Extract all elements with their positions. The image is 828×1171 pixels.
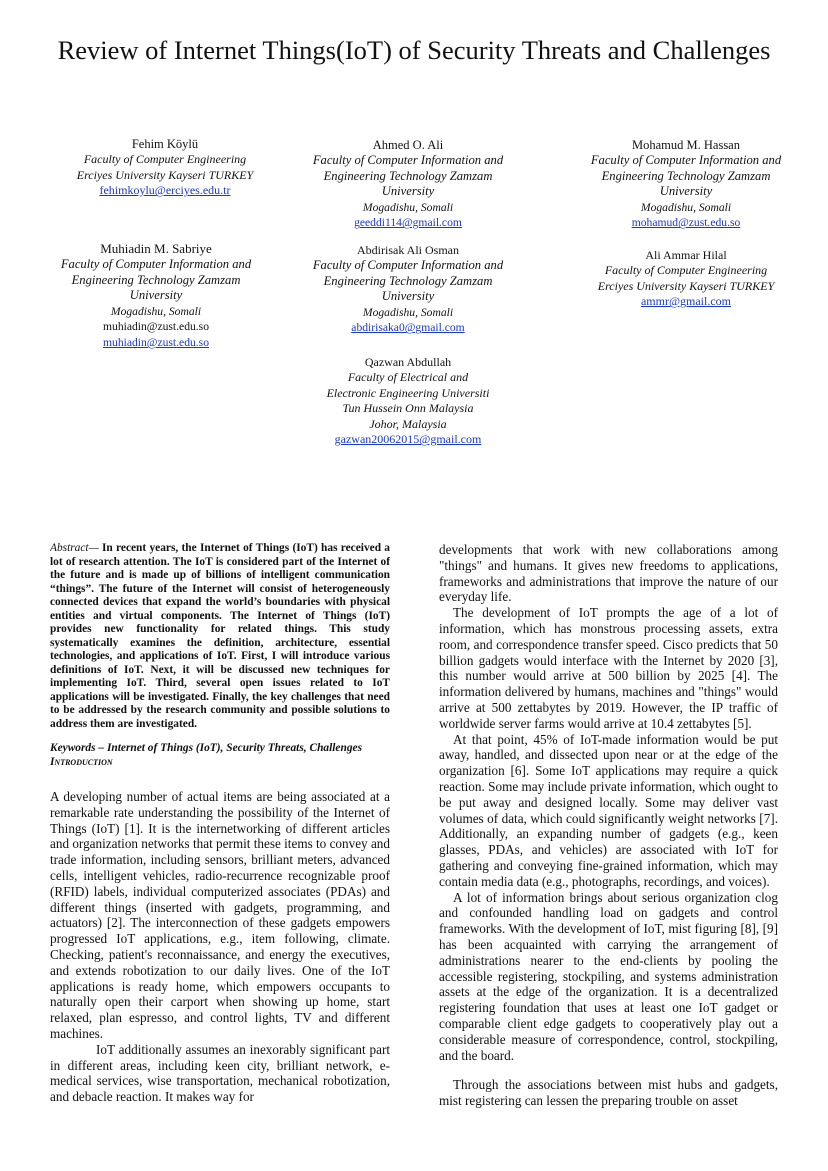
author-email-link[interactable]: mohamud@zust.edu.so <box>631 216 741 230</box>
section-heading: Introduction <box>50 756 113 768</box>
author-name: Abdirisak Ali Osman <box>357 243 459 257</box>
abstract-lead: Abstract— <box>50 542 99 554</box>
right-column <box>439 542 778 1152</box>
body-paragraph: A developing number of actual items are being associated at a remarkable rate understanding the possibility of the Internet of Things (IoT) [1]. It is the internetworking of different articles and organization networks that permit these items to convey and trade information, including sensors, brilliant meters, advanced cells, intelligent vehicles, radio-recurrence recognizable proof (RFID) labels, individual computerized associates (PDAs) and different things (inserted with gadgets, programming, and actuators) [2]. The interconnection of these gadgets empowers progressed IoT applications, e.g., item following, climate. Checking, patient's reconnaissance, and energy the executives, and extends robotization to our daily lives. One of the IoT applications is ready home, which empowers occupants to naturally open their carport when showing up home, start relaxed, plan espresso, and control lights, TV and different machines. <box>50 789 390 1041</box>
author-email-link[interactable]: geeddi114@gmail.com <box>354 216 462 230</box>
author-location: Mogadishu, Somali <box>362 200 454 214</box>
author-affiliation: Faculty of Computer Information and Engineering Technology Zamzam University <box>60 257 252 303</box>
body-paragraph: A lot of information brings about serious organization clog and confounded handling load on gadgets and control frameworks. With the development of IoT, mist figuring [8], [9] has been acquainted with carrying the arrangement of administrations nearer to the end-clients by pooling the accessible registering, stockpiling, and systems administration assets at the edge of the organization. It is a decentralized registering foundation that uses at least one IoT gadget or comparable client edge gadgets to cooperatively play out a considerable measure of correspondence, control, stockpiling, and the board. <box>439 889 778 1063</box>
author-affiliation: Faculty of Computer Information and Engineering Technology Zamzam University <box>312 153 504 199</box>
author-location: Mogadishu, Somali <box>362 305 454 319</box>
author-email-link[interactable]: fehimkoylu@erciyes.edu.tr <box>99 183 231 198</box>
body-paragraph: The development of IoT prompts the age of a lot of information, which has monstrous processing assets, extra room, and correspondence transfer speed. Cisco predicts that 50 billion gadgets would interface with the Internet by 2020 [3], this number would arrive at 500 billion by 2025 [4]. The information delivered by humans, machines and "things" would arrive at 500 zettabytes by 2019. However, the IP traffic of worldwide server farms would arrive at 10.4 zettabytes [5]. <box>439 605 778 731</box>
author-location: Erciyes University Kayseri TURKEY <box>597 278 775 293</box>
paper-title: Review of Internet Things(IoT) of Security Threats and Challenges <box>57 35 771 65</box>
author-name: Mohamud M. Hassan <box>632 138 740 152</box>
author-affiliation: Faculty of Computer Information and Engineering Technology Zamzam University <box>590 153 782 199</box>
body-paragraph: Through the associations between mist hubs and gadgets, mist registering can lessen the preparing trouble on asset <box>439 1077 778 1109</box>
author-name: Qazwan Abdullah <box>364 355 452 369</box>
author-name: Fehim Köylü <box>131 137 199 151</box>
author-email-link[interactable]: ammr@gmail.com <box>640 294 732 309</box>
author-block <box>302 242 514 336</box>
author-email-text: muhiadin@zust.edu.so <box>103 320 209 334</box>
author-block <box>302 137 514 231</box>
body-paragraph: At that point, 45% of IoT-made information would be put away, handled, and dissected upon near or at the edge of the organization [6]. Some IoT applications may require a quick reaction. Some may include private information, which ought to be put away and designed locally. Some may deliver vast volumes of data, which could significantly weight networks [7]. Additionally, an expanding number of gadgets (e.g., keen glasses, PDAs, and vehicles) are associated with IoT for gathering and conveying fine-grained information, which may contain media data (e.g., photographs, recordings, and voices). <box>439 731 778 889</box>
author-location: Erciyes University Kayseri TURKEY <box>76 167 254 182</box>
author-block <box>570 247 802 310</box>
author-affiliation: Faculty of Computer Information and Engineering Technology Zamzam University <box>312 258 504 304</box>
author-email-link[interactable]: abdirisaka0@gmail.com <box>351 321 465 335</box>
author-block <box>322 354 494 448</box>
author-location: Mogadishu, Somali <box>110 304 202 318</box>
author-block <box>580 137 792 231</box>
author-affiliation: Faculty of Electrical and Electronic Engineering Universiti Tun Hussein Onn Malaysia <box>326 370 490 416</box>
keywords: Keywords – Internet of Things (IoT), Security Threats, Challenges <box>50 742 362 754</box>
body-paragraph: IoT additionally assumes an inexorably significant part in different areas, including keen city, brilliant network, e-medical services, wise transportation, mechanical robotization, and debacle reaction. It makes way for <box>50 1041 390 1105</box>
author-block <box>50 241 262 351</box>
author-name: Muhiadin M. Sabriye <box>100 241 212 256</box>
author-affiliation: Faculty of Computer Engineering <box>604 263 768 277</box>
author-name: Ahmed O. Ali <box>372 138 444 152</box>
author-block <box>40 136 290 199</box>
body-paragraph: developments that work with new collaborations among "things" and humans. It gives new freedoms to applications, frameworks and administrations that improve the nature of our everyday life. <box>439 542 778 605</box>
author-email-link[interactable]: gazwan20062015@gmail.com <box>334 432 482 447</box>
abstract <box>50 542 390 731</box>
author-location: Johor, Malaysia <box>369 416 447 431</box>
author-affiliation: Faculty of Computer Engineering <box>83 152 247 166</box>
author-email-link[interactable]: muhiadin@zust.edu.so <box>103 335 209 349</box>
author-location: Mogadishu, Somali <box>640 200 732 214</box>
abstract-text: In recent years, the Internet of Things (IoT) has received a lot of research attention. The IoT is considered part of the Internet of the future and is made up of billions of intelligent communication “things”. The future of the Internet will consist of heterogeneously connected devices that expand the world’s boundaries with physical entities and virtual components. The Internet of Things (IoT) provides new functionality for related things. This study systematically examines the definition, architecture, essential technologies, and applications of IoT. First, I will introduce various definitions of IoT. Next, it will be discussed new techniques for implementing IoT. Third, several open issues related to IoT applications will be investigated. Finally, the key challenges that need to be addressed by the research community and possible solutions to address them are investigated. <box>50 542 390 730</box>
author-name: Ali Ammar Hilal <box>645 248 727 262</box>
left-column <box>50 542 390 1152</box>
